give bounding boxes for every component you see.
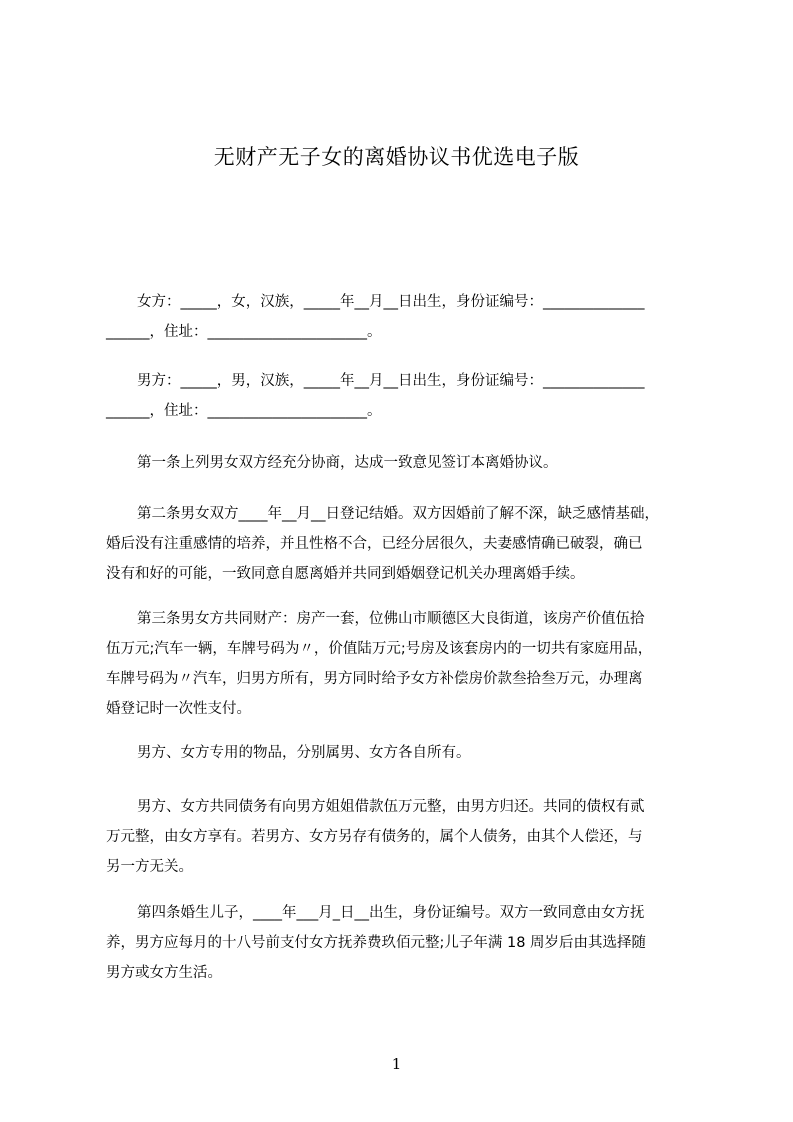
paragraph-line: 第二条男女双方____年__月__日登记结婚。双方因婚前了解不深，缺乏感情基础， <box>137 506 659 522</box>
paragraph-line: 万元整，由女方享有。若男方、女方另存有债务的，属个人债务，由其个人偿还，与 <box>106 829 643 845</box>
page-number: 1 <box>391 1055 402 1073</box>
paragraph-article-1 <box>106 448 702 478</box>
paragraph-line: 男方、女方共同债务有向男方姐姐借款伍万元整，由男方归还。共同的债权有贰 <box>137 799 645 815</box>
paragraph-line: 第四条婚生儿子，____年___月_日__出生，身份证编号。双方一致同意由女方抚 <box>137 905 645 921</box>
paragraph-line: 车牌号码为〃汽车，归男方所有，男方同时给予女方补偿房价款叁拾叁万元，办理离 <box>106 671 643 687</box>
paragraph-line: 另一方无关。 <box>106 859 193 875</box>
paragraph-line: 伍万元;汽车一辆，车牌号码为〃，价值陆万元;号房及该套房内的一切共有家庭用品， <box>106 641 653 657</box>
paragraph-husband-info <box>106 366 702 426</box>
paragraph-line: 婚后没有注重感情的培养，并且性格不合，已经分居很久，夫妻感情确已破裂，确已 <box>106 536 643 552</box>
paragraph-article-2 <box>106 499 702 589</box>
document-title: 无财产无子女的离婚协议书优选电子版 <box>213 145 580 169</box>
paragraph-line: 男方或女方生活。 <box>106 965 222 981</box>
paragraph-line: ______，住址：______________________。 <box>106 403 382 419</box>
paragraph-line: 女方：_____，女，汉族，_____年__月__日出生，身份证编号：______________ <box>137 294 645 310</box>
paragraph-article-3 <box>106 604 702 724</box>
paragraph-line: 没有和好的可能，一致同意自愿离婚并共同到婚姻登记机关办理离婚手续。 <box>106 566 585 582</box>
paragraph-line: ______，住址：______________________。 <box>106 324 382 340</box>
paragraph-line: 养，男方应每月的十八号前支付女方抚养费玖佰元整;儿子年满 18 周岁后由其选择随 <box>106 935 647 951</box>
paragraph-line: 第三条男女方共同财产：房产一套，位佛山市顺德区大良街道，该房产价值伍拾 <box>137 611 645 627</box>
paragraph-personal-items <box>106 738 702 768</box>
paragraph-article-4 <box>106 898 702 988</box>
paragraph-wife-info <box>106 287 702 347</box>
paragraph-line: 男方：_____，男，汉族，_____年__月__日出生，身份证编号：______________ <box>137 373 645 389</box>
paragraph-line: 婚登记时一次性支付。 <box>106 701 251 717</box>
paragraph-line: 男方、女方专用的物品，分别属男、女方各自所有。 <box>137 745 471 761</box>
paragraph-line: 第一条上列男女双方经充分协商，达成一致意见签订本离婚协议。 <box>137 455 558 471</box>
paragraph-debts <box>106 792 702 882</box>
